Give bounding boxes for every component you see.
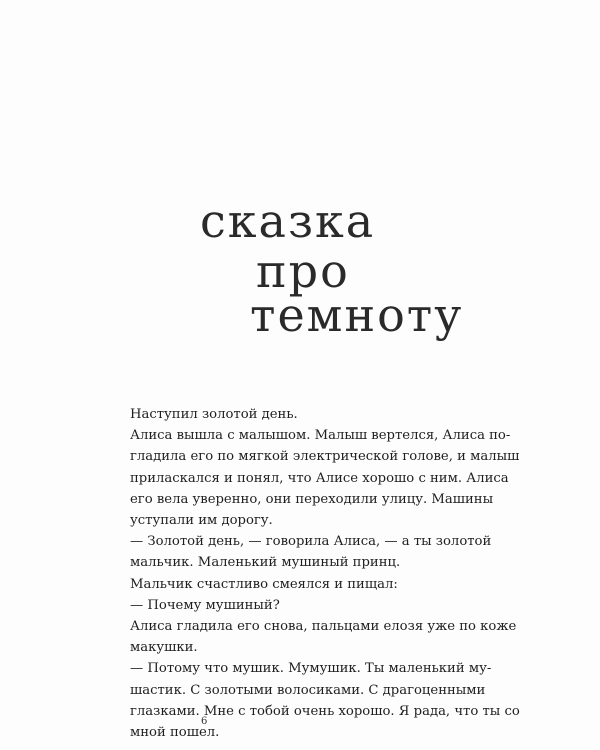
- text-line: гладила его по мягкой электрической голове, и малыш: [130, 449, 520, 465]
- page-number: 6: [201, 716, 208, 727]
- chapter-title-line-2: про: [256, 244, 350, 298]
- text-line: Алиса гладила его снова, пальцами елозя уже по коже: [130, 619, 517, 635]
- chapter-title-line-3: темноту: [250, 288, 464, 342]
- text-line: — Потому что мушик. Мумушик. Ты маленький му-: [130, 661, 492, 677]
- text-line: уступали им дорогу.: [130, 513, 273, 529]
- text-line: Наступил золотой день.: [130, 407, 298, 422]
- text-line: мной пошел.: [130, 725, 220, 741]
- text-line: мальчик. Маленький мушиный принц.: [130, 555, 401, 571]
- text-line: глазками. Мне с тобой очень хорошо. Я рада, что ты со: [130, 703, 520, 719]
- text-line: его вела уверенно, они переходили улицу. Машины: [130, 491, 494, 507]
- text-line: — Почему мушиный?: [130, 597, 280, 613]
- body-text: [130, 404, 520, 743]
- chapter-title-line-1: сказка: [200, 194, 376, 248]
- text-line: Алиса вышла с малышом. Малыш вертелся, Алиса по-: [130, 428, 511, 444]
- text-line: — Золотой день, — говорила Алиса, — а ты золотой: [130, 534, 492, 550]
- text-line: Мальчик счастливо смеялся и пищал:: [130, 576, 398, 592]
- text-line: приласкался и понял, что Алисе хорошо с ним. Алиса: [130, 470, 509, 486]
- text-line: шастик. С золотыми волосиками. С драгоценными: [130, 682, 486, 698]
- text-line: макушки.: [130, 640, 198, 656]
